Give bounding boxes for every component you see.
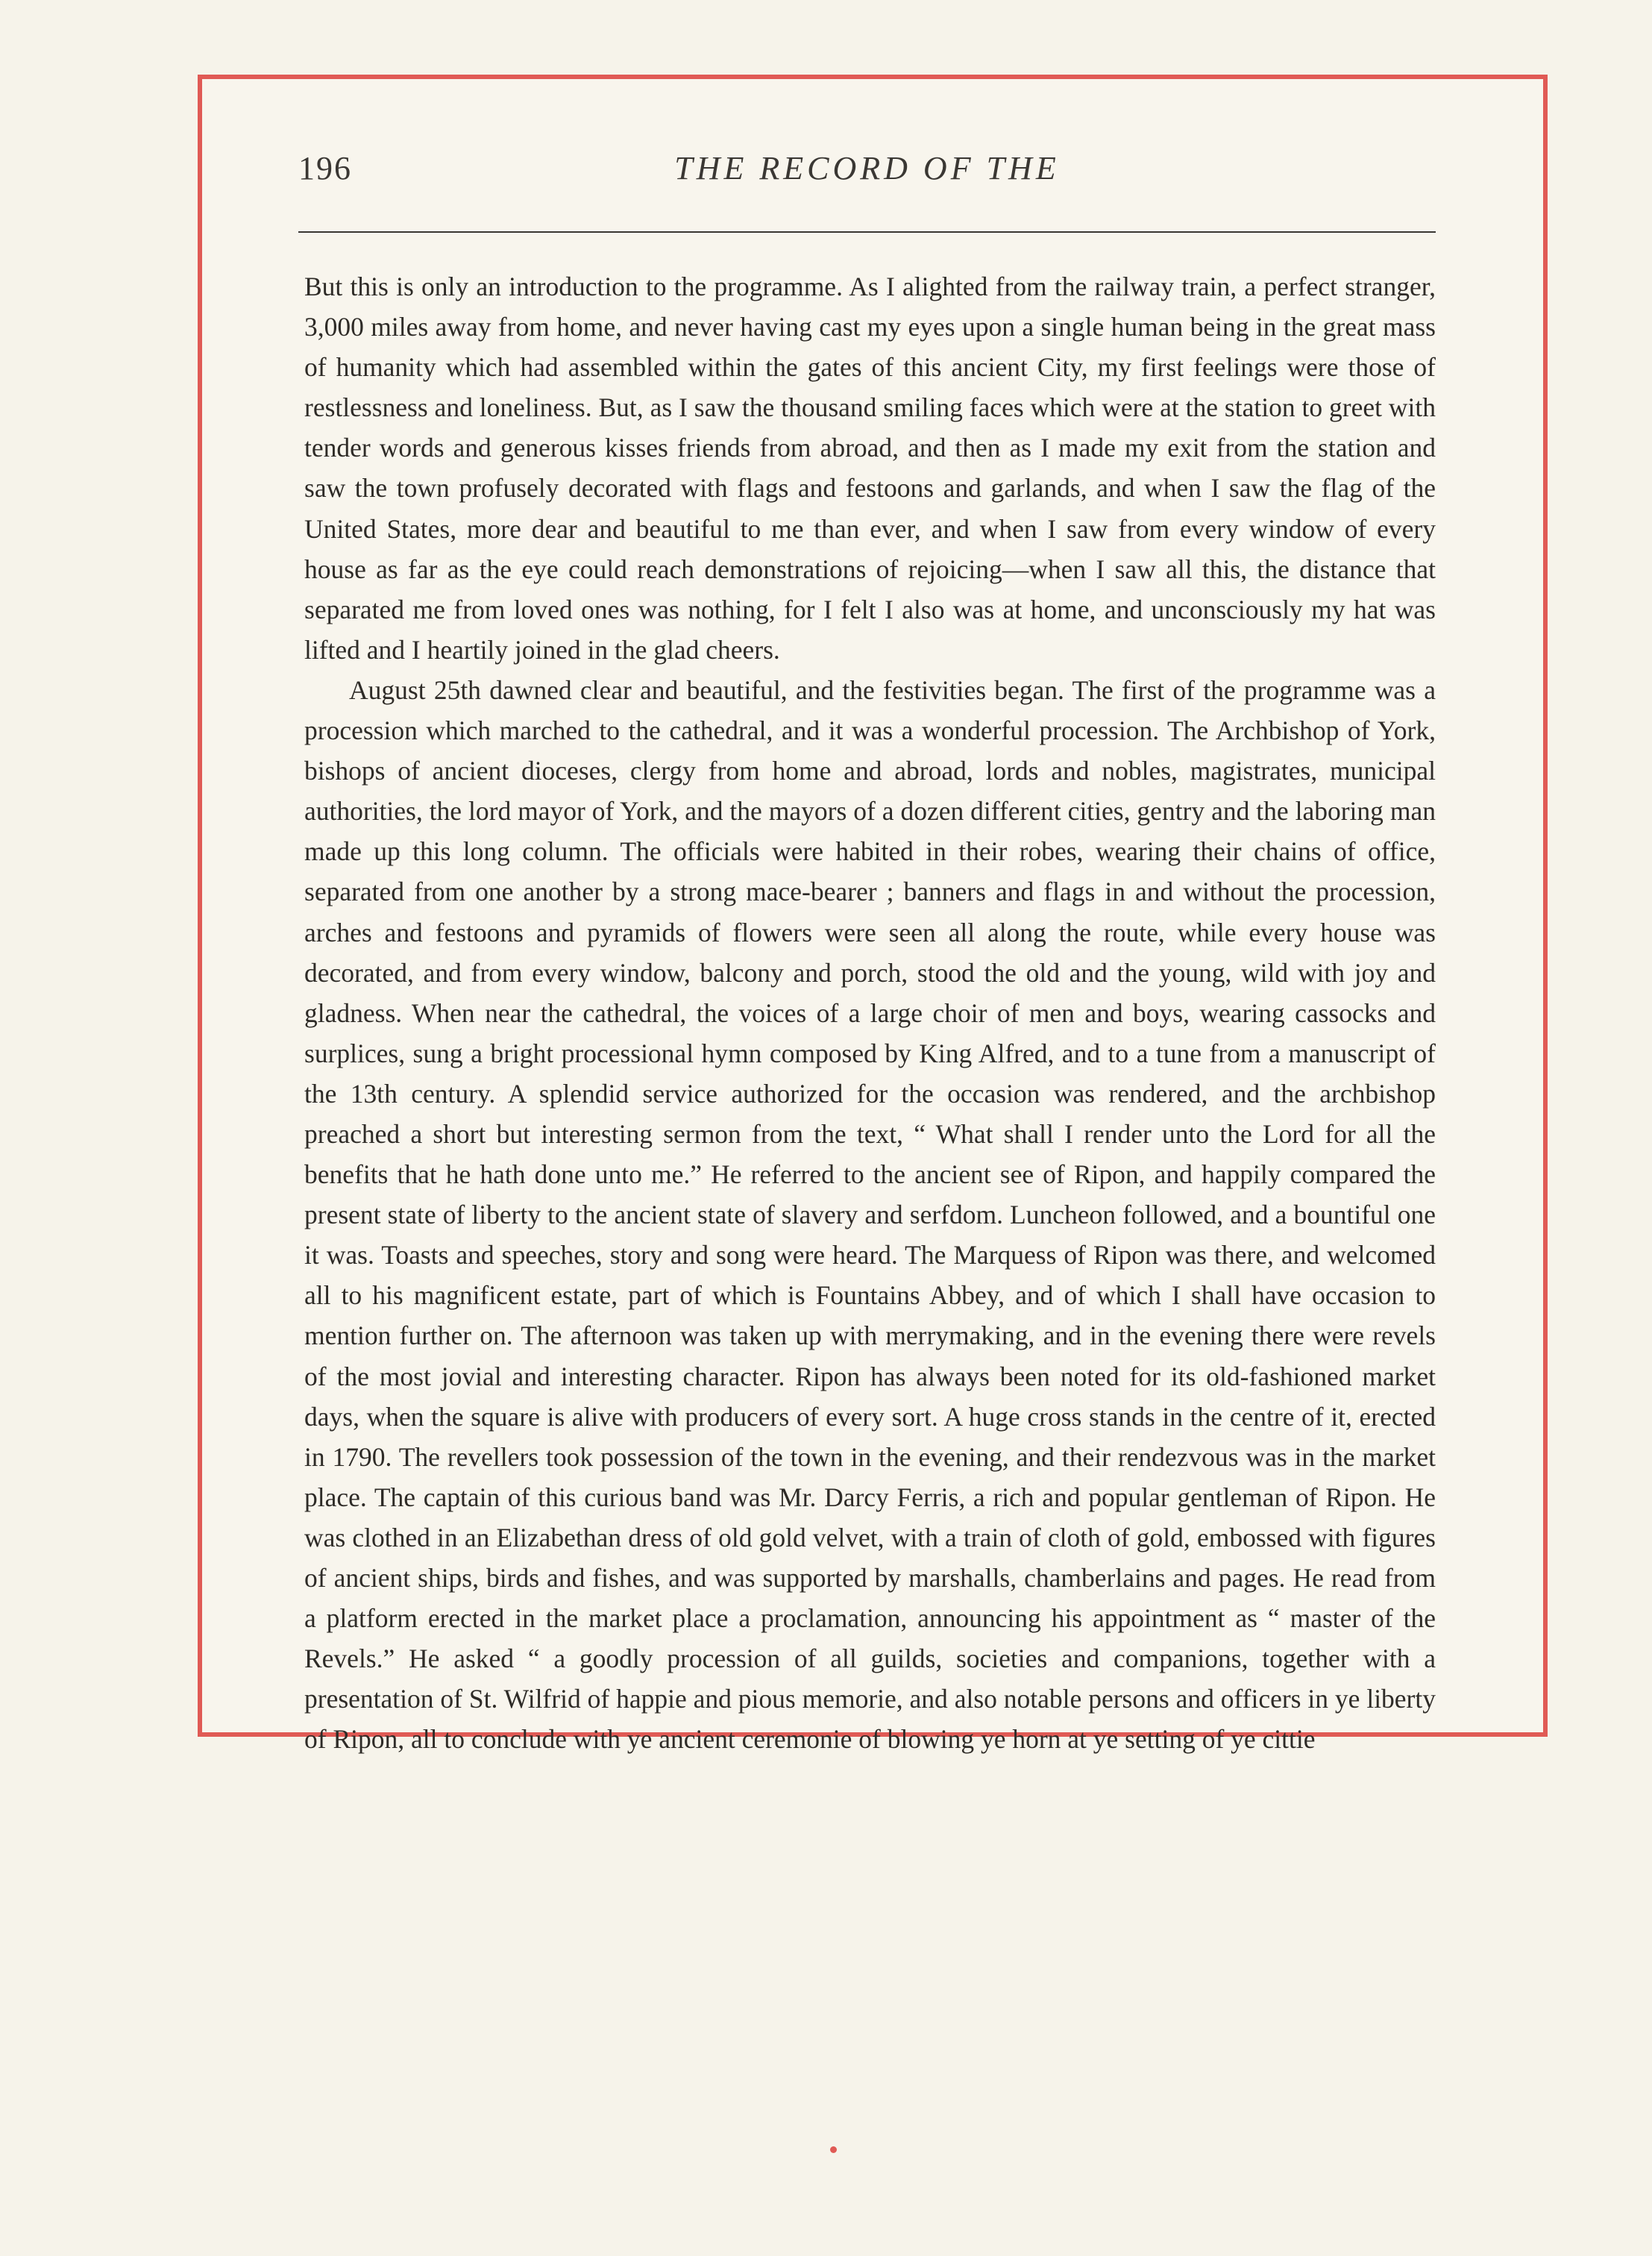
body-text bbox=[304, 266, 1436, 1759]
stray-ink-dot bbox=[830, 2146, 837, 2153]
page-number: 196 bbox=[298, 150, 352, 187]
page-header bbox=[298, 149, 1436, 203]
running-title: THE RECORD OF THE bbox=[674, 150, 1060, 187]
header-rule bbox=[298, 231, 1436, 233]
paragraph: August 25th dawned clear and beautiful, and the festivities began. The first of the programme was a procession which marched to the cathedral, and it was a wonderful procession. The Archbishop of York, bishops of ancient dioceses, clergy from home and abroad, lords and nobles, magistrates, municipal authorities, the lord mayor of York, and the mayors of a dozen different cities, gentry and the laboring man made up this long column. The officials were habited in their robes, wearing their chains of office, separated from one another by a strong mace-bearer ; banners and flags in and without the procession, arches and festoons and pyramids of flowers were seen all along the route, while every house was decorated, and from every window, balcony and porch, stood the old and the young, wild with joy and gladness. When near the cathedral, the voices of a large choir of men and boys, wearing cassocks and surplices, sung a bright processional hymn composed by King Alfred, and to a tune from a manuscript of the 13th century. A splendid service authorized for the occasion was rendered, and the archbishop preached a short but interesting sermon from the text, “ What shall I render unto the Lord for all the benefits that he hath done unto me.” He referred to the ancient see of Ripon, and happily compared the present state of liberty to the ancient state of slavery and serfdom. Luncheon followed, and a bountiful one it was. Toasts and speeches, story and song were heard. The Marquess of Ripon was there, and welcomed all to his magnificent estate, part of which is Fountains Abbey, and of which I shall have occasion to mention further on. The afternoon was taken up with merrymaking, and in the evening there were revels of the most jovial and interesting character. Ripon has always been noted for its old-fashioned market days, when the square is alive with producers of every sort. A huge cross stands in the centre of it, erected in 1790. The revellers took possession of the town in the evening, and their rendezvous was in the market place. The captain of this curious band was Mr. Darcy Ferris, a rich and popular gentleman of Ripon. He was clothed in an Elizabethan dress of old gold velvet, with a train of cloth of gold, embossed with figures of ancient ships, birds and fishes, and was supported by marshalls, chamberlains and pages. He read from a platform erected in the market place a proclamation, announcing his appointment as “ master of the Revels.” He asked “ a goodly procession of all guilds, societies and companions, together with a presentation of St. Wilfrid of happie and pious memorie, and also notable persons and officers in ye liberty of Ripon, all to conclude with ye ancient ceremonie of blowing ye horn at ye setting of ye cittie bbox=[304, 674, 1436, 1755]
paragraph: But this is only an introduction to the programme. As I alighted from the railway train, a perfect stranger, 3,000 miles away from home, and never having cast my eyes upon a single human being in the great mass of humanity which had assembled within the gates of this ancient City, my first feelings were those of restlessness and loneliness. But, as I saw the thousand smiling faces which were at the station to greet with tender words and generous kisses friends from abroad, and then as I made my exit from the station and saw the town profusely decorated with flags and festoons and garlands, and when I saw the flag of the United States, more dear and beautiful to me than ever, and when I saw from every window of every house as far as the eye could reach demonstrations of rejoicing—when I saw all this, the distance that separated me from loved ones was nothing, for I felt I also was at home, and unconsciously my hat was lifted and I heartily joined in the glad cheers. bbox=[304, 272, 1436, 665]
